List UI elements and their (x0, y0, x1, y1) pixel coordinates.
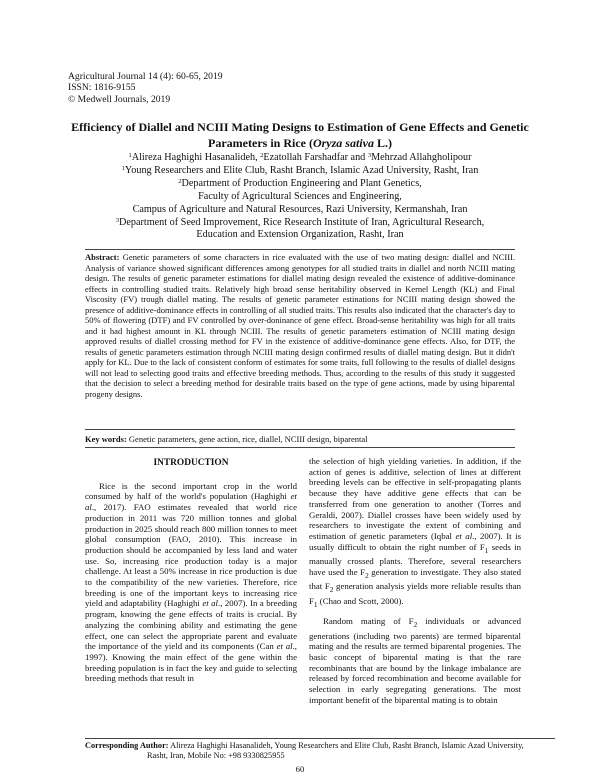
intro-paragraph-2: Random mating of $F_2$ individuals or advanced generations (including two parents) are termed biparental mating and the results are termed biparental progenies. The basic concept of biparental mating is that the rare recombinants that are bound by the linkage imbalance are released by forced recombination and become available for selection in early segregating generations. The most important benefit of the biparental mating is to obtain (309, 616, 521, 705)
journal-info (68, 71, 223, 105)
species-name: Oryza sativa (312, 136, 374, 150)
paper-title: Efficiency of Diallel and NCIII Mating Designs to Estimation of Gene Effects and Genetic Parameters in Rice (Oryza sativa L.) (71, 120, 529, 150)
left-column (85, 456, 297, 684)
footnote-rule (85, 738, 555, 739)
keywords-rule (85, 447, 515, 448)
author-list: $^1$Alireza Haghighi Hasanalideh, $^2$Ezatollah Farshadfar and $^3$Mehrzad Allahgholipour (128, 152, 472, 163)
affiliation-1: $^1$Young Researchers and Elite Club, Rasht Branch, Islamic Azad University, Rasht, Iran (121, 164, 479, 176)
corresponding-author-note: Corresponding Author: Alireza Haghighi Hasanalideh, Young Researchers and Elite Club, Rasht Branch, Islamic Azad University, Rasht, Iran, Mobile No: +98 9330825955 (85, 741, 524, 760)
corresponding-author-label: Corresponding Author: (85, 741, 169, 750)
page-number: 60 (295, 764, 305, 774)
author-block (70, 152, 530, 242)
journal-copyright: © Medwell Journals, 2019 (68, 93, 171, 105)
affiliation-3: $^3$Department of Seed Improvement, Rice Research Institute of Iran, Agricultural Research, (115, 216, 485, 228)
abstract-label: Abstract: (85, 252, 120, 262)
intro-paragraph-1: Rice is the second important crop in the world consumed by half of the world's population (Haghighi et al., 2017). FAO estimates revealed that world rice production in 2011 was 720 million tonnes and global production in 2025 should reach 800 million tonnes to meet global consumption (FAO, 2010). This increase in production should be accompanied by less land and water use. So, increasing rice production today is a major challenge. At least a 50% increase in rice production is due to the compatibility of the new varieties. Therefore, rice breeding is one of the important keys to increasing rice yield and adaptability (Haghighi et al., 2007). In a breeding program, knowing the gene effects of traits is crucial. By analyzing the combining ability and estimating the gene effect, one can select the appropriate parent and evaluate the importance of the yield and its components (Can et al., 1997). Knowing the main effect of the gene within the breeding population is in fact the key and guide to selecting breeding methods that result in (85, 480, 298, 684)
affiliation-2-line-2: Faculty of Agricultural Sciences and Engineering, (198, 190, 402, 202)
abstract (85, 252, 515, 399)
section-heading-introduction: INTRODUCTION (153, 458, 229, 468)
abstract-text: Genetic parameters of some characters in rice evaluated with the use of two mating design: diallel and NCIII. Analysis of variance showed significant differences among genotypes for all studied traits in diallel and north NCIII mating design. The results of genetic parameter estimations for diallel mating design revealed the existence of additive-dominance effects in controlling studied traits. Relatively high broad sense heritability observed in Kernel Length (KL) and Final Viscosity (FV) trough diallel mating. The results of genetic parameter estinations for NCIII mating design showed the presence of additive-dominance effects in controlling of all studied traits. This results also indicated that the character's day to 50% of flowering (DTF) and FV controlled by over-doninance of gene effect. Broad-sense heritability was high for all traits and it had highest amount in KL through NCIII. The results of genetic parameters estimation of NCIII mating design approved results of diallel crossing method for FV in the existence of additive-dominance gene effects. Also, for DTF, the results of genetic parameters estimation through NCIII mating design confirmed results of diallel mating design. But it didn't apply for KL. Due to the lack of consistent conform of estimates for some traits, full following to the results of diallel designs will not lead to selecting good traits and effective breeding methods. Thus, according to the results of this study it suggested that the decision to select a breeding method for desirable traits based on the type of gene actions, made by using biparental progeny designs. (85, 252, 515, 399)
affiliation-2: $^2$Department of Production Engineering and Plant Genetics, (178, 177, 422, 189)
keywords-label: Key words: (85, 434, 127, 444)
affiliation-2-line-3: Campus of Agriculture and Natural Resources, Razi University, Kermanshah, Iran (132, 203, 468, 215)
abstract-bottom-rule (85, 429, 515, 430)
abstract-top-rule (85, 249, 515, 250)
affiliation-3-line-2: Education and Extension Organization, Rasht, Iran (196, 229, 404, 241)
keywords (85, 434, 515, 445)
journal-issn: ISSN: 1816-9155 (68, 82, 136, 94)
journal-citation: Agricultural Journal 14 (4): 60-65, 2019 (68, 71, 223, 82)
intro-paragraph-1-continued: the selection of high yielding varieties. In addition, if the action of genes is additive, selection of lines at different breeding levels can be effective in self-propagating plants because they have additive gene effects that can be transferred from one generation to another (Torres and Geraldi, 2007). Diallel crosses have been widely used by researchers to investigate the extent of combining and estimation of genetic parameters (Iqbal et al., 2007). It is usually difficult to obtain the right number of $F_1$ seeds in manually crossed plants. Therefore, several researchers have used the $F_2$ generation to investigate. They also stated that $F_2$ generation analysis yields more reliable results than $F_1$ (Chao and Scott, 2000). (309, 456, 521, 609)
keywords-text: Genetic parameters, gene action, rice, diallel, NCIII design, biparental (126, 434, 368, 444)
right-column (309, 456, 521, 706)
